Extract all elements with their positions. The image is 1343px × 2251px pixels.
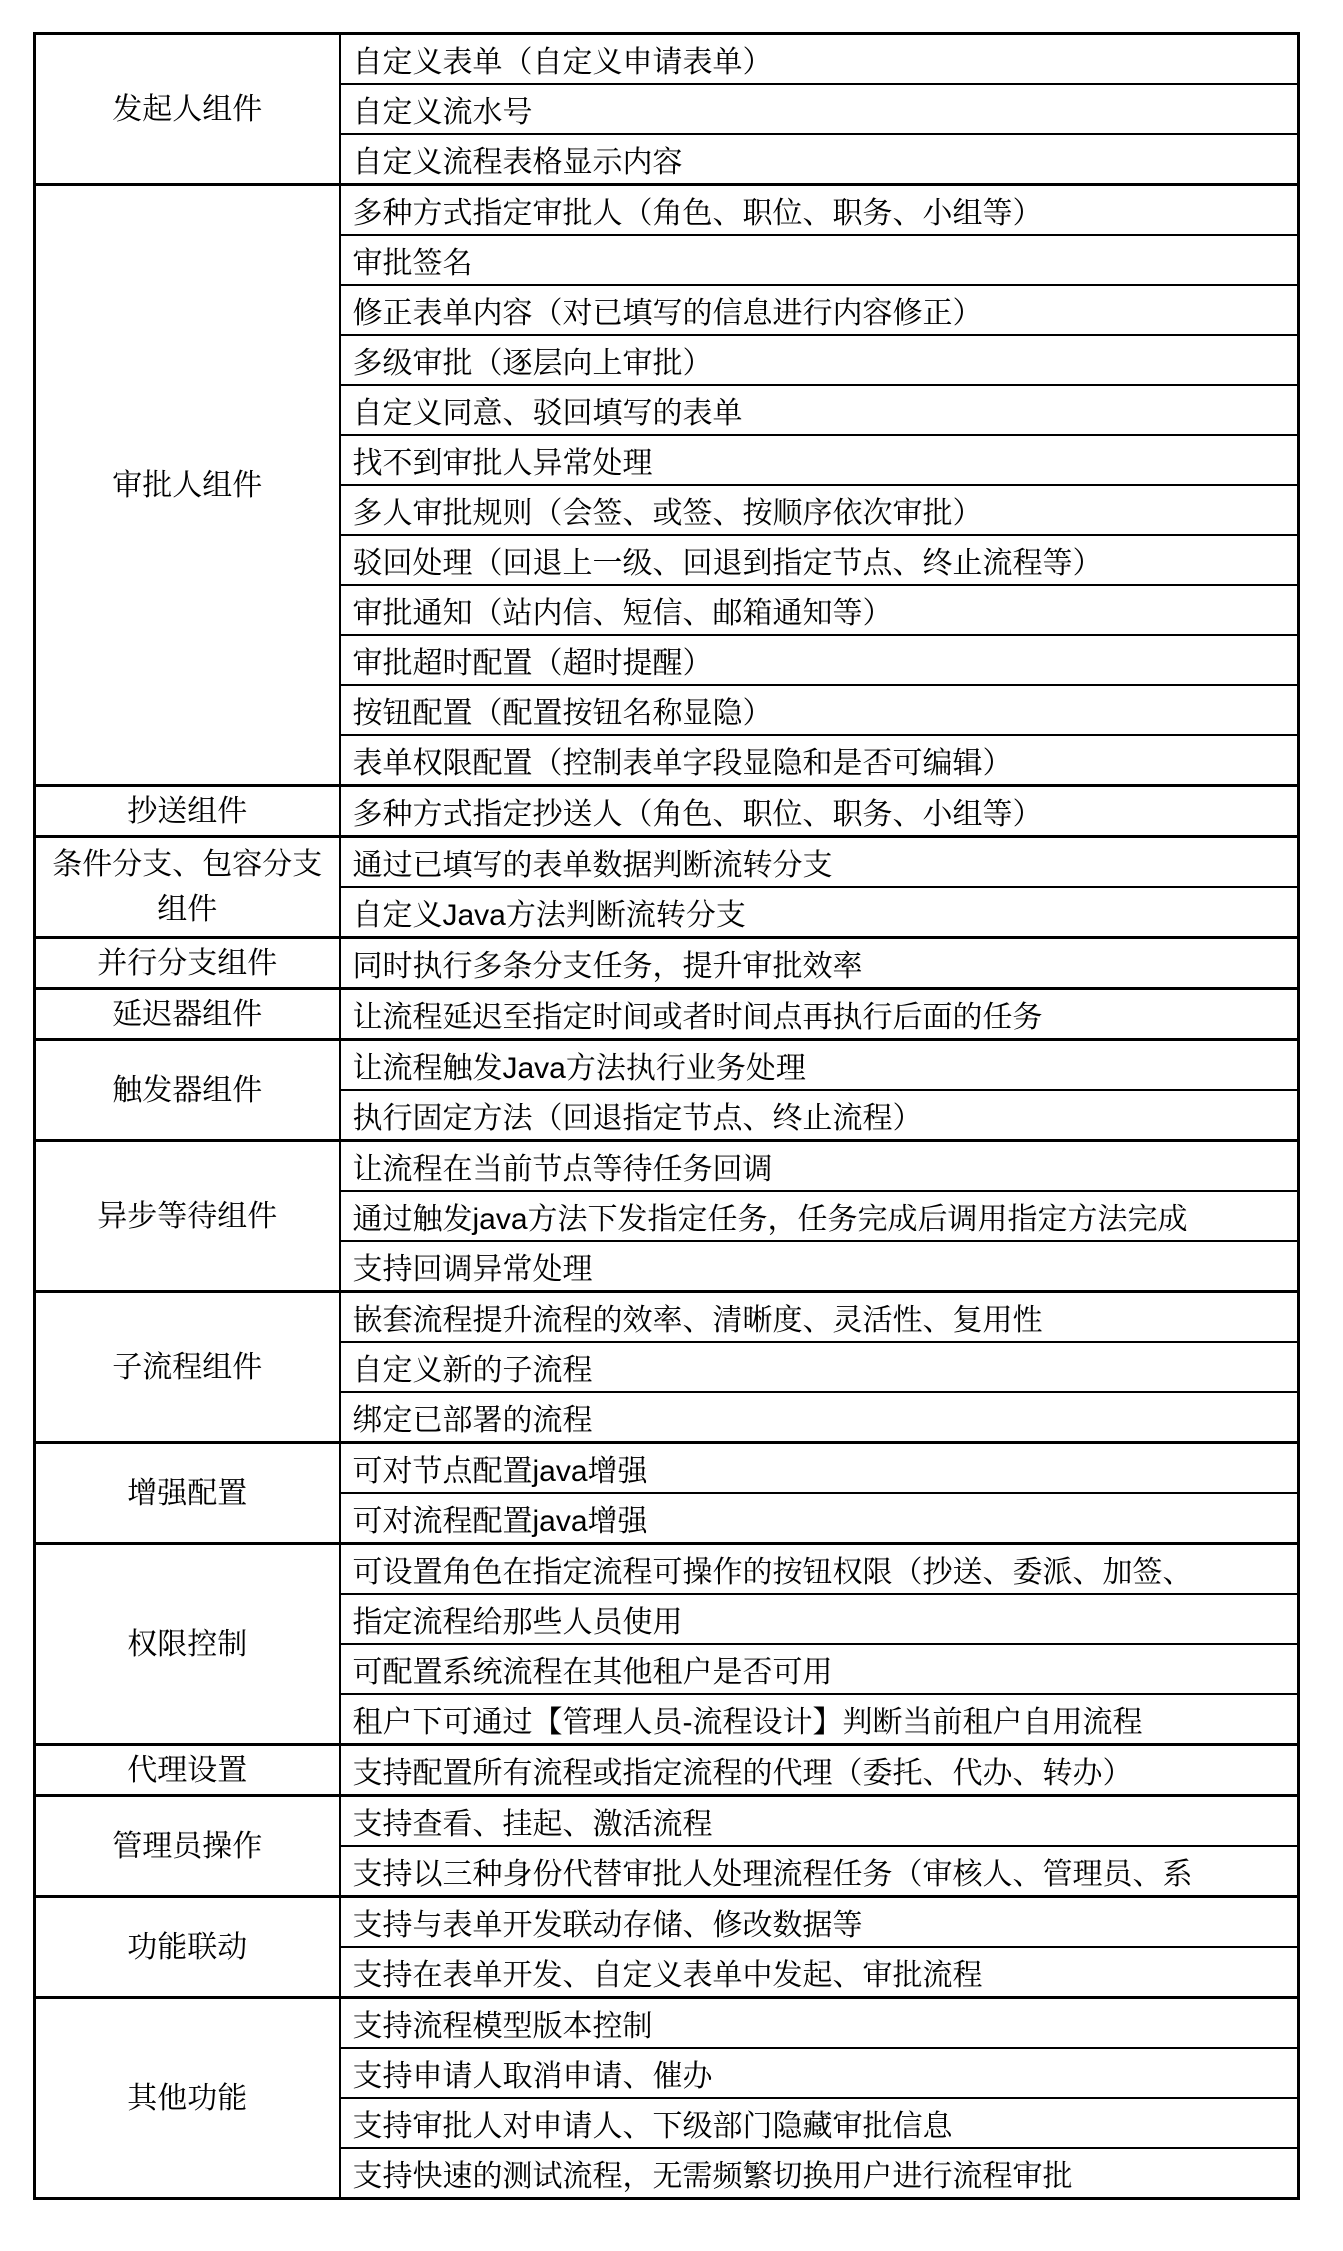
feature-cell: 让流程触发Java方法执行业务处理 xyxy=(340,1040,1299,1091)
feature-cell: 驳回处理（回退上一级、回退到指定节点、终止流程等） xyxy=(340,535,1299,585)
category-cell: 管理员操作 xyxy=(35,1796,340,1897)
feature-cell: 租户下可通过【管理人员-流程设计】判断当前租户自用流程 xyxy=(340,1694,1299,1745)
table-row xyxy=(35,34,1299,85)
feature-cell: 审批超时配置（超时提醒） xyxy=(340,635,1299,685)
table-row xyxy=(35,185,1299,236)
table-row xyxy=(35,1040,1299,1091)
feature-cell: 审批签名 xyxy=(340,235,1299,285)
feature-cell: 让流程在当前节点等待任务回调 xyxy=(340,1141,1299,1192)
category-cell: 子流程组件 xyxy=(35,1292,340,1443)
feature-cell: 审批通知（站内信、短信、邮箱通知等） xyxy=(340,585,1299,635)
feature-cell: 多种方式指定审批人（角色、职位、职务、小组等） xyxy=(340,185,1299,236)
category-cell: 权限控制 xyxy=(35,1544,340,1745)
feature-cell: 通过触发java方法下发指定任务，任务完成后调用指定方法完成 xyxy=(340,1191,1299,1241)
feature-cell: 执行固定方法（回退指定节点、终止流程） xyxy=(340,1090,1299,1141)
feature-cell: 自定义Java方法判断流转分支 xyxy=(340,887,1299,938)
table-row xyxy=(35,837,1299,888)
table-row xyxy=(35,1897,1299,1948)
category-cell: 增强配置 xyxy=(35,1443,340,1544)
feature-cell: 支持与表单开发联动存储、修改数据等 xyxy=(340,1897,1299,1948)
feature-cell: 自定义表单（自定义申请表单） xyxy=(340,34,1299,85)
feature-cell: 表单权限配置（控制表单字段显隐和是否可编辑） xyxy=(340,735,1299,786)
feature-cell: 绑定已部署的流程 xyxy=(340,1392,1299,1443)
category-cell: 审批人组件 xyxy=(35,185,340,786)
feature-cell: 按钮配置（配置按钮名称显隐） xyxy=(340,685,1299,735)
table-row xyxy=(35,1796,1299,1847)
feature-cell: 找不到审批人异常处理 xyxy=(340,435,1299,485)
category-cell: 触发器组件 xyxy=(35,1040,340,1141)
feature-cell: 支持快速的测试流程，无需频繁切换用户进行流程审批 xyxy=(340,2148,1299,2199)
feature-cell: 通过已填写的表单数据判断流转分支 xyxy=(340,837,1299,888)
feature-cell: 多级审批（逐层向上审批） xyxy=(340,335,1299,385)
category-cell: 发起人组件 xyxy=(35,34,340,185)
feature-cell: 可配置系统流程在其他租户是否可用 xyxy=(340,1644,1299,1694)
table-row xyxy=(35,938,1299,989)
table-row xyxy=(35,1998,1299,2049)
category-cell: 抄送组件 xyxy=(35,786,340,837)
table-row xyxy=(35,1745,1299,1796)
feature-cell: 可设置角色在指定流程可操作的按钮权限（抄送、委派、加签、 xyxy=(340,1544,1299,1595)
category-cell: 代理设置 xyxy=(35,1745,340,1796)
feature-cell: 支持在表单开发、自定义表单中发起、审批流程 xyxy=(340,1947,1299,1998)
table-row xyxy=(35,1443,1299,1494)
feature-cell: 多人审批规则（会签、或签、按顺序依次审批） xyxy=(340,485,1299,535)
feature-cell: 支持流程模型版本控制 xyxy=(340,1998,1299,2049)
category-cell: 条件分支、包容分支组件 xyxy=(35,837,340,938)
feature-cell: 修正表单内容（对已填写的信息进行内容修正） xyxy=(340,285,1299,335)
feature-cell: 支持回调异常处理 xyxy=(340,1241,1299,1292)
feature-cell: 可对节点配置java增强 xyxy=(340,1443,1299,1494)
table-row xyxy=(35,1141,1299,1192)
table-row xyxy=(35,1544,1299,1595)
table-row xyxy=(35,1292,1299,1343)
category-cell: 功能联动 xyxy=(35,1897,340,1998)
feature-cell: 可对流程配置java增强 xyxy=(340,1493,1299,1544)
feature-cell: 支持以三种身份代替审批人处理流程任务（审核人、管理员、系 xyxy=(340,1846,1299,1897)
category-cell: 并行分支组件 xyxy=(35,938,340,989)
feature-cell: 自定义新的子流程 xyxy=(340,1342,1299,1392)
feature-cell: 自定义流水号 xyxy=(340,84,1299,134)
feature-cell: 让流程延迟至指定时间或者时间点再执行后面的任务 xyxy=(340,989,1299,1040)
feature-cell: 同时执行多条分支任务，提升审批效率 xyxy=(340,938,1299,989)
feature-cell: 支持审批人对申请人、下级部门隐藏审批信息 xyxy=(340,2098,1299,2148)
feature-cell: 支持配置所有流程或指定流程的代理（委托、代办、转办） xyxy=(340,1745,1299,1796)
feature-cell: 支持申请人取消申请、催办 xyxy=(340,2048,1299,2098)
feature-cell: 自定义同意、驳回填写的表单 xyxy=(340,385,1299,435)
feature-cell: 支持查看、挂起、激活流程 xyxy=(340,1796,1299,1847)
category-cell: 异步等待组件 xyxy=(35,1141,340,1292)
feature-cell: 多种方式指定抄送人（角色、职位、职务、小组等） xyxy=(340,786,1299,837)
category-cell: 延迟器组件 xyxy=(35,989,340,1040)
feature-cell: 指定流程给那些人员使用 xyxy=(340,1594,1299,1644)
feature-table xyxy=(33,32,1300,2200)
table-row xyxy=(35,989,1299,1040)
feature-cell: 自定义流程表格显示内容 xyxy=(340,134,1299,185)
category-cell: 其他功能 xyxy=(35,1998,340,2199)
feature-cell: 嵌套流程提升流程的效率、清晰度、灵活性、复用性 xyxy=(340,1292,1299,1343)
table-row xyxy=(35,786,1299,837)
